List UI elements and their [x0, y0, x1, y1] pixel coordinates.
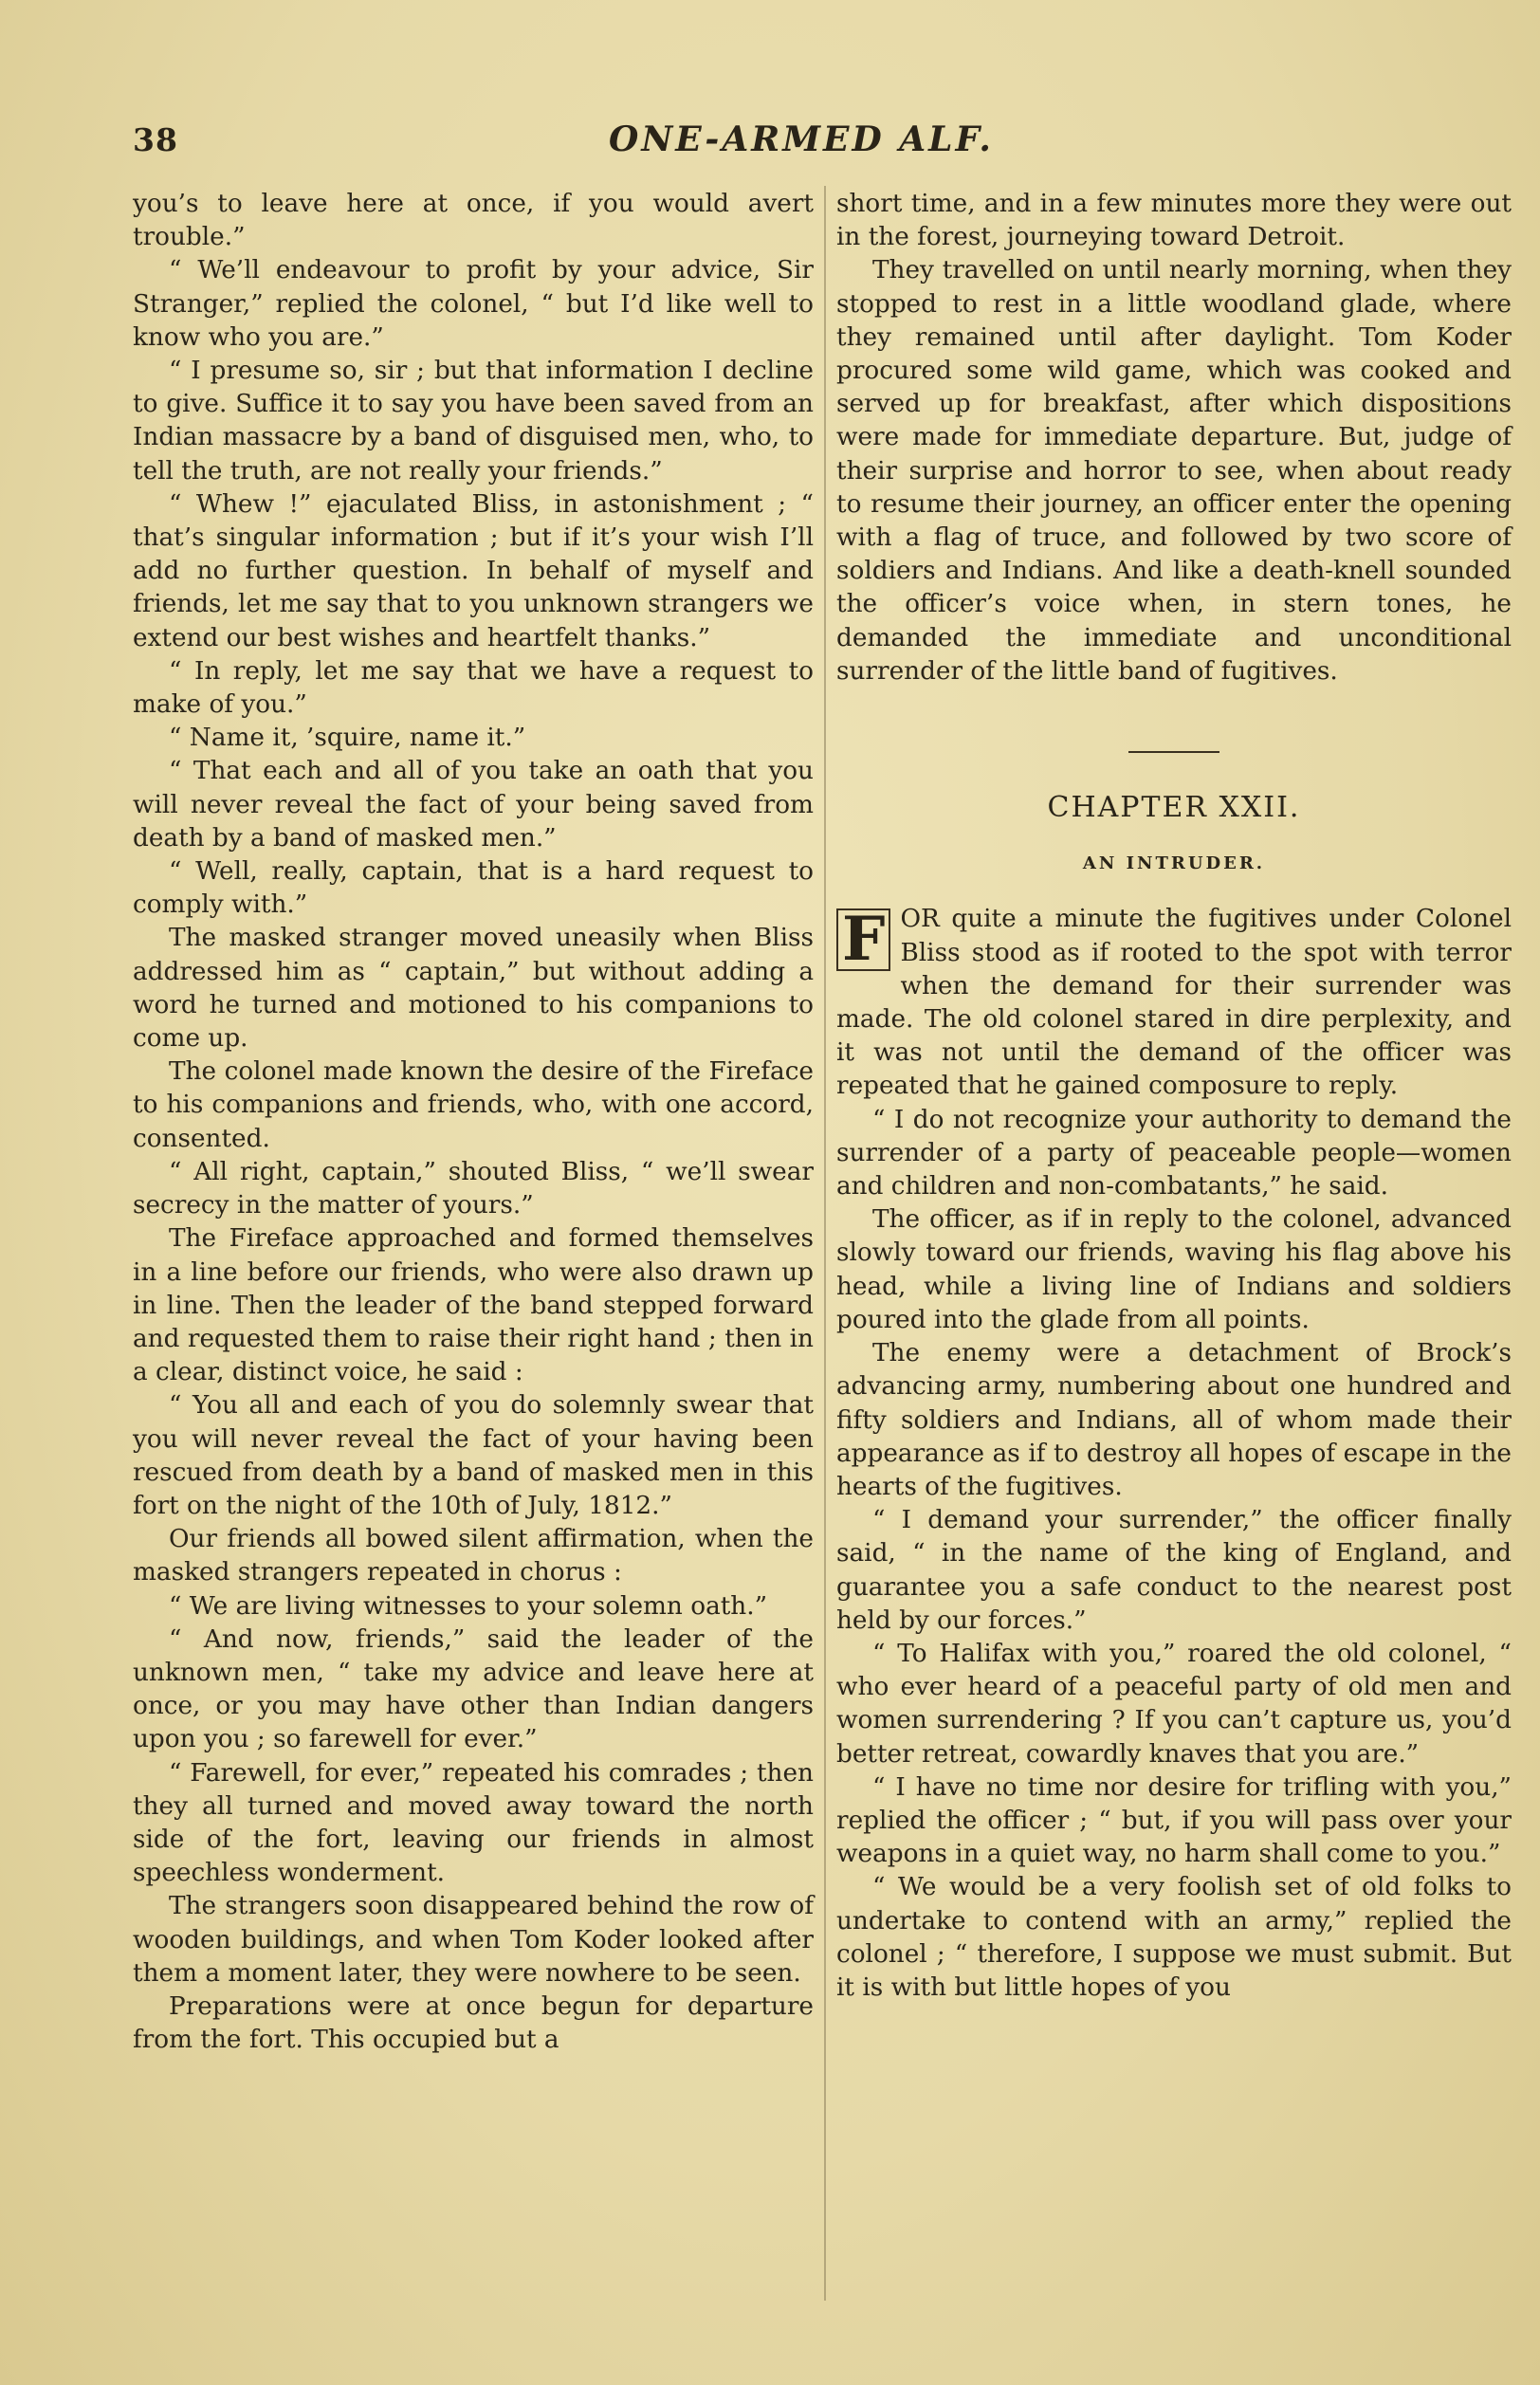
paragraph: “ We are living witnesses to your solemn oath.”: [169, 1591, 768, 1621]
drop-cap: F: [836, 908, 890, 971]
right-column: [836, 188, 1512, 2005]
column-rule: [824, 186, 826, 2301]
paragraph: “ You all and each of you do solemnly swear that you will never reveal the fact of your having been rescued from death by a band of masked men in this fort on the night of the 10th of July, 1812.”: [133, 1391, 814, 1520]
chapter-subtitle: AN INTRUDER.: [1082, 853, 1266, 874]
left-column: [133, 188, 814, 2057]
paragraph: “ And now, friends,” said the leader of the unknown men, “ take my advice and leave here at once, or you may have other than Indian dangers upon you ; so farewell for ever.”: [133, 1624, 814, 1754]
paragraph: “ We’ll endeavour to profit by your advice, Sir Stranger,” replied the colonel, “ but I’d like well to know who you are.”: [133, 256, 814, 352]
paragraph: “ I presume so, sir ; but that information I decline to give. Suffice it to say you have been saved from an Indian massacre by a band of disguised men, who, to tell the truth, are not really your friends.”: [133, 357, 814, 486]
chapter-first-paragraph: [836, 903, 1512, 1103]
paragraph: The strangers soon disappeared behind the row of wooden buildings, and when Tom Koder looked after them a moment later, they were nowhere to be seen.: [133, 1892, 814, 1988]
paragraph: “ I demand your surrender,” the officer finally said, “ in the name of the king of England, and guarantee you a safe conduct to the nearest post held by our forces.”: [836, 1506, 1512, 1635]
paragraph: “ Name it, ’squire, name it.”: [169, 724, 526, 753]
paragraph: “ We would be a very foolish set of old folks to undertake to contend with an army,” replied the colonel ; “ therefore, I suppose we must submit. But it is with but little hopes of you: [836, 1873, 1512, 2002]
paragraph: “ To Halifax with you,” roared the old colonel, “ who ever heard of a peaceful party of old men and women surrendering ? If you can’t capture us, you’d better retreat, cowardly knaves that you are.”: [836, 1639, 1512, 1769]
chapter-separator: [1128, 751, 1219, 753]
paragraph: “ Well, really, captain, that is a hard request to comply with.”: [133, 857, 814, 920]
paragraph: Our friends all bowed silent affirmation, when the masked strangers repeated in chorus :: [133, 1525, 814, 1587]
paragraph: The masked stranger moved uneasily when Bliss addressed him as “ captain,” but without adding a word he turned and motioned to his companions to come up.: [133, 924, 814, 1054]
paragraph: short time, and in a few minutes more they were out in the forest, journeying toward Detroit.: [836, 190, 1512, 252]
first-paragraph-text: OR quite a minute the fugitives under Colonel Bliss stood as if rooted to the spot with terror when the demand for their surrender was made. The old colonel stared in dire perplexity, and it was not until the demand of the officer was repeated that he gained composure to reply.: [836, 905, 1512, 1101]
paragraph: “ All right, captain,” shouted Bliss, “ we’ll swear secrecy in the matter of yours.”: [133, 1157, 814, 1220]
paragraph: “ I have no time nor desire for trifling with you,” replied the officer ; “ but, if you will pass over your weapons in a quiet way, no harm shall come to you.”: [836, 1772, 1512, 1869]
paragraph: They travelled on until nearly morning, when they stopped to rest in a little woodland glade, where they remained until after daylight. Tom Koder procured some wild game, which was cooked and served up for breakfast, after which dispositions were made for immediate departure. But, judge of their surprise and horror to see, when about ready to resume their journey, an officer enter the opening with a flag of truce, and followed by two score of soldiers and Indians. And like a death-knell sounded the officer’s voice when, in stern tones, he demanded the immediate and unconditional surrender of the little band of fugitives.: [836, 256, 1512, 686]
page-number: 38: [133, 121, 178, 158]
chapter-title: CHAPTER XXII.: [1047, 791, 1301, 825]
paragraph: The officer, as if in reply to the colonel, advanced slowly toward our friends, waving his flag above his head, while a living line of Indians and soldiers poured into the glade from all points.: [836, 1205, 1512, 1334]
paragraph: “ In reply, let me say that we have a request to make of you.”: [133, 656, 814, 720]
paragraph: “ Farewell, for ever,” repeated his comrades ; then they all turned and moved away toward the north side of the fort, leaving our friends in almost speechless wonderment.: [133, 1758, 814, 1888]
paragraph: The Fireface approached and formed themselves in a line before our friends, who were also drawn up in line. Then the leader of the band stepped forward and requested them to raise their right hand ; then in a clear, distinct voice, he said :: [133, 1224, 814, 1387]
running-title: ONE-ARMED ALF.: [609, 119, 994, 159]
paragraph: The enemy were a detachment of Brock’s advancing army, numbering about one hundred and fifty soldiers and Indians, all of whom made their appearance as if to destroy all hopes of escape in the hearts of the fugitives.: [836, 1339, 1512, 1501]
paragraph: Preparations were at once begun for departure from the fort. This occupied but a: [133, 1991, 814, 2055]
paragraph: “ I do not recognize your authority to demand the surrender of a party of peaceable people—women and children and non-combatants,” he said.: [836, 1105, 1512, 1202]
paragraph: The colonel made known the desire of the Fireface to his companions and friends, who, with one accord, consented.: [133, 1057, 814, 1153]
page-header: [123, 112, 1479, 169]
paragraph: you’s to leave here at once, if you would avert trouble.”: [133, 190, 814, 252]
paragraph: “ Whew !” ejaculated Bliss, in astonishment ; “ that’s singular information ; but if it’s your wish I’ll add no further question. In behalf of myself and friends, let me say that to you unknown strangers we extend our best wishes and heartfelt thanks.”: [133, 489, 814, 652]
paragraph: “ That each and all of you take an oath that you will never reveal the fact of your being saved from death by a band of masked men.”: [133, 757, 814, 853]
